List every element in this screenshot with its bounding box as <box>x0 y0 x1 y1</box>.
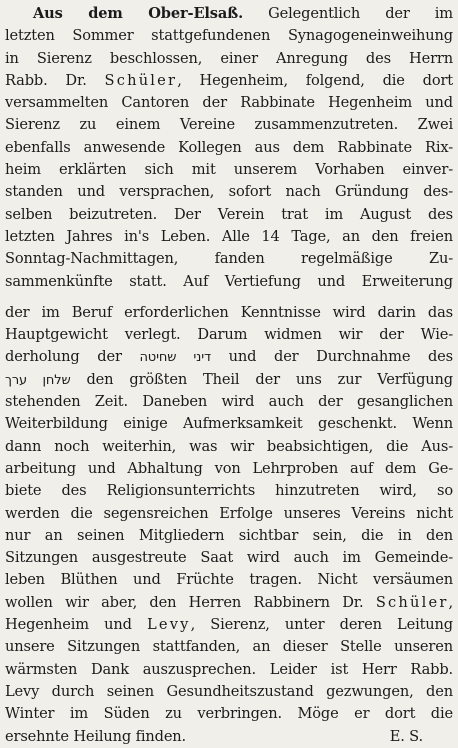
text-line: Rabb. Dr. Schüler, Hegenheim, folgend, die dort <box>5 71 453 89</box>
text-line: ersehnte Heilung finden. E. S. <box>5 726 453 748</box>
text-line: Hegenheim und Levy, Sierenz, unter deren Leitung <box>5 616 453 634</box>
text-line: stehenden Zeit. Daneben wird auch der gesanglichen <box>5 393 453 411</box>
text-line: Hauptgewicht verlegt. Darum widmen wir der Wie- <box>5 326 453 344</box>
text-line: unsere Sitzungen stattfanden, an dieser Stelle unseren <box>5 638 453 656</box>
text-line: Sierenz zu einem Vereine zusammenzutreten. Zwei <box>5 116 453 134</box>
text-line: letzten Jahres in's Leben. Alle 14 Tage, an den freien <box>5 227 453 245</box>
article-heading: Aus dem Ober-Elsaß. <box>33 5 244 22</box>
text-line: der im Beruf erforderlichen Kenntnisse wird darin das <box>5 303 453 321</box>
text-line: arbeitung und Abhaltung von Lehrproben auf dem Ge- <box>5 459 453 477</box>
text-line: sammenkünfte statt. Auf Vertiefung und Erweiterung <box>5 272 453 290</box>
hebrew-term: שלחן ערך <box>5 372 71 388</box>
text-line: wollen wir aber, den Herren Rabbinern Dr. Schüler, <box>5 593 453 611</box>
text-line: selben beizutreten. Der Verein trat im August des <box>5 205 453 223</box>
name-levy: Levy <box>147 616 191 634</box>
signature: E. S. <box>389 727 423 745</box>
text-line: leben Blüthen und Früchte tragen. Nicht versäumen <box>5 571 453 589</box>
text-line: wärmsten Dank auszusprechen. Leider ist Herr Rabb. <box>5 660 453 678</box>
text-line: dann noch weiterhin, was wir beabsichtigen, die Aus- <box>5 437 453 455</box>
text-line: letzten Sommer stattgefundenen Synagogeneinweihung <box>5 27 453 45</box>
text-line: heim erklärten sich mit unserem Vorhaben einver- <box>5 161 453 179</box>
text-line: Winter im Süden zu verbringen. Möge er dort die <box>5 705 453 723</box>
text-line: Sonntag-Nachmittagen, fanden regelmäßige Zu- <box>5 250 453 268</box>
text-line: Levy durch seinen Gesundheitszustand gezwungen, den <box>5 682 453 700</box>
text-line: Sitzungen ausgestreute Saat wird auch im Gemeinde- <box>5 549 453 567</box>
column-break <box>5 293 453 302</box>
text-line: derholung der דיני שחיטה und der Durchnahme des <box>5 348 453 366</box>
article-body <box>5 3 453 748</box>
text-line: ebenfalls anwesende Kollegen aus dem Rabbinate Rix- <box>5 138 453 156</box>
text-line: nur an seinen Mitgliedern sichtbar sein, die in den <box>5 526 453 544</box>
name-schueler: Schüler <box>104 71 178 89</box>
text-line: biete des Religionsunterrichts hinzutreten wird, so <box>5 482 453 500</box>
hebrew-term: דיני שחיטה <box>139 350 211 366</box>
text-line: in Sierenz beschlossen, einer Anregung des Herrn <box>5 49 453 67</box>
text-line: Aus dem Ober-Elsaß. Gelegentlich der im <box>33 5 453 22</box>
text-line: versammelten Cantoren der Rabbinate Hegenheim und <box>5 94 453 112</box>
text-line: standen und versprachen, sofort nach Gründung des- <box>5 183 453 201</box>
text-line: werden die segensreichen Erfolge unseres Vereins nicht <box>5 504 453 522</box>
text-line: שלחן ערך den größten Theil der uns zur Verfügung <box>5 370 453 388</box>
name-schueler: Schüler <box>375 593 449 611</box>
text-line: Weiterbildung einige Aufmerksamkeit geschenkt. Wenn <box>5 415 453 433</box>
